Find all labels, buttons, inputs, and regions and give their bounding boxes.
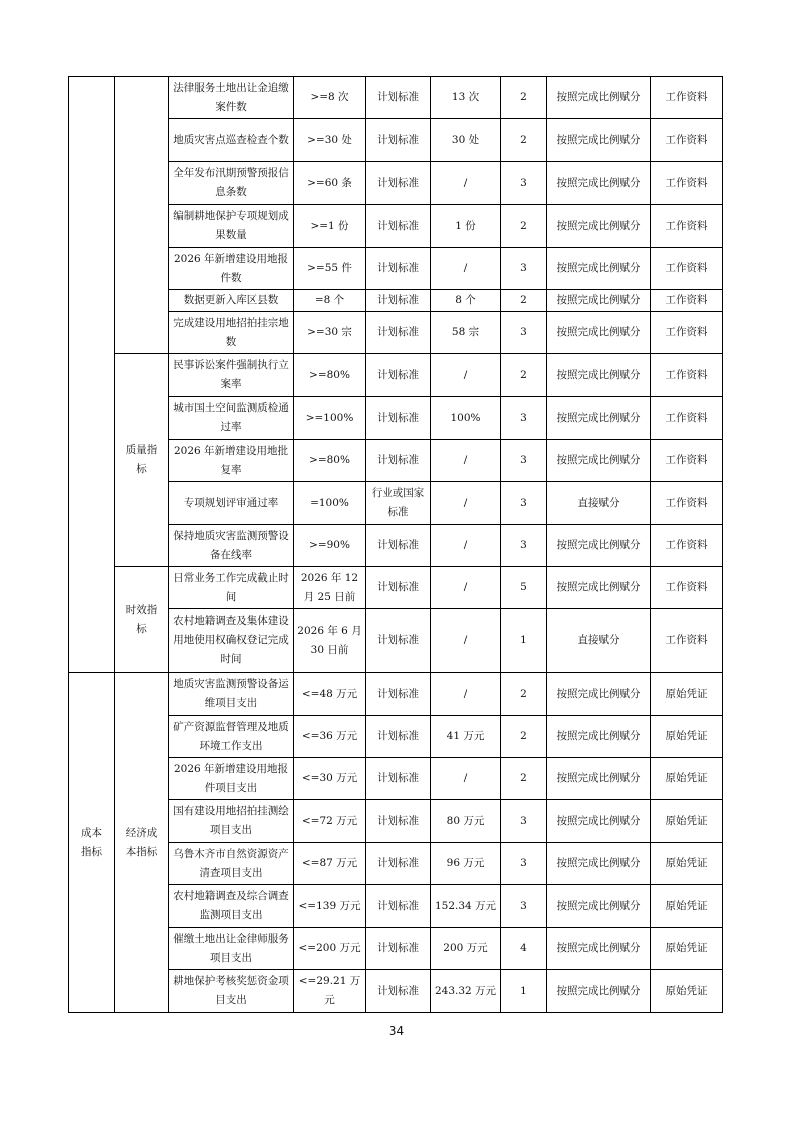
actual-value-cell: / bbox=[431, 248, 501, 290]
basis-cell: 计划标准 bbox=[366, 205, 431, 248]
basis-cell: 计划标准 bbox=[366, 567, 431, 609]
basis-cell: 计划标准 bbox=[366, 885, 431, 928]
scoring-method-cell: 按照完成比例赋分 bbox=[547, 970, 651, 1013]
scoring-method-cell: 按照完成比例赋分 bbox=[547, 843, 651, 885]
scoring-method-cell: 按照完成比例赋分 bbox=[547, 205, 651, 248]
target-value-cell: =8 个 bbox=[294, 290, 366, 312]
indicator-name-cell: 耕地保护考核奖惩资金项目支出 bbox=[169, 970, 294, 1013]
data-source-cell: 工作资料 bbox=[651, 119, 723, 162]
scoring-method-cell: 按照完成比例赋分 bbox=[547, 567, 651, 609]
scoring-method-cell: 按照完成比例赋分 bbox=[547, 800, 651, 843]
scoring-method-cell: 按照完成比例赋分 bbox=[547, 312, 651, 354]
basis-cell: 计划标准 bbox=[366, 312, 431, 354]
scoring-method-cell: 按照完成比例赋分 bbox=[547, 290, 651, 312]
target-value-cell: >=100% bbox=[294, 397, 366, 440]
actual-value-cell: 1 份 bbox=[431, 205, 501, 248]
target-value-cell: >=60 条 bbox=[294, 162, 366, 205]
weight-cell: 3 bbox=[501, 248, 547, 290]
weight-cell: 2 bbox=[501, 119, 547, 162]
actual-value-cell: 200 万元 bbox=[431, 928, 501, 970]
data-source-cell: 工作资料 bbox=[651, 162, 723, 205]
scoring-method-cell: 按照完成比例赋分 bbox=[547, 673, 651, 716]
weight-cell: 2 bbox=[501, 290, 547, 312]
indicator-name-cell: 国有建设用地招拍挂测绘项目支出 bbox=[169, 800, 294, 843]
scoring-method-cell: 按照完成比例赋分 bbox=[547, 162, 651, 205]
target-value-cell: <=30 万元 bbox=[294, 758, 366, 800]
data-source-cell: 工作资料 bbox=[651, 525, 723, 567]
weight-cell: 3 bbox=[501, 312, 547, 354]
actual-value-cell: 100% bbox=[431, 397, 501, 440]
page-number: 34 bbox=[388, 1024, 405, 1038]
actual-value-cell: 152.34 万元 bbox=[431, 885, 501, 928]
actual-value-cell: / bbox=[431, 440, 501, 482]
data-source-cell: 原始凭证 bbox=[651, 885, 723, 928]
basis-cell: 计划标准 bbox=[366, 290, 431, 312]
scoring-method-cell: 按照完成比例赋分 bbox=[547, 354, 651, 397]
data-source-cell: 原始凭证 bbox=[651, 758, 723, 800]
weight-cell: 3 bbox=[501, 397, 547, 440]
indicator-name-cell: 完成建设用地招拍挂宗地数 bbox=[169, 312, 294, 354]
basis-cell: 计划标准 bbox=[366, 609, 431, 673]
target-value-cell: <=48 万元 bbox=[294, 673, 366, 716]
data-source-cell: 原始凭证 bbox=[651, 673, 723, 716]
target-value-cell: >=80% bbox=[294, 354, 366, 397]
weight-cell: 3 bbox=[501, 440, 547, 482]
indicator-name-cell: 乌鲁木齐市自然资源资产清查项目支出 bbox=[169, 843, 294, 885]
data-source-cell: 原始凭证 bbox=[651, 800, 723, 843]
scoring-method-cell: 按照完成比例赋分 bbox=[547, 758, 651, 800]
indicator-name-cell: 2026 年新增建设用地报件项目支出 bbox=[169, 758, 294, 800]
data-source-cell: 工作资料 bbox=[651, 609, 723, 673]
indicator-name-cell: 法律服务土地出让金追缴案件数 bbox=[169, 77, 294, 119]
indicator-name-cell: 城市国土空间监测质检通过率 bbox=[169, 397, 294, 440]
scoring-method-cell: 按照完成比例赋分 bbox=[547, 525, 651, 567]
data-source-cell: 工作资料 bbox=[651, 567, 723, 609]
basis-cell: 计划标准 bbox=[366, 800, 431, 843]
target-value-cell: >=55 件 bbox=[294, 248, 366, 290]
scoring-method-cell: 按照完成比例赋分 bbox=[547, 716, 651, 758]
target-value-cell: <=200 万元 bbox=[294, 928, 366, 970]
performance-indicator-table bbox=[68, 76, 723, 1013]
weight-cell: 3 bbox=[501, 162, 547, 205]
actual-value-cell: / bbox=[431, 758, 501, 800]
actual-value-cell: / bbox=[431, 525, 501, 567]
table-row bbox=[69, 77, 723, 119]
weight-cell: 3 bbox=[501, 482, 547, 525]
data-source-cell: 工作资料 bbox=[651, 440, 723, 482]
target-value-cell: <=29.21 万元 bbox=[294, 970, 366, 1013]
target-value-cell: >=90% bbox=[294, 525, 366, 567]
basis-cell: 计划标准 bbox=[366, 758, 431, 800]
weight-cell: 3 bbox=[501, 843, 547, 885]
target-value-cell: 2026 年 6 月 30 日前 bbox=[294, 609, 366, 673]
actual-value-cell: / bbox=[431, 567, 501, 609]
actual-value-cell: 41 万元 bbox=[431, 716, 501, 758]
data-source-cell: 工作资料 bbox=[651, 290, 723, 312]
table-row bbox=[69, 673, 723, 716]
basis-cell: 计划标准 bbox=[366, 354, 431, 397]
data-source-cell: 工作资料 bbox=[651, 77, 723, 119]
weight-cell: 1 bbox=[501, 609, 547, 673]
scoring-method-cell: 按照完成比例赋分 bbox=[547, 248, 651, 290]
target-value-cell: >=30 处 bbox=[294, 119, 366, 162]
target-value-cell: >=1 份 bbox=[294, 205, 366, 248]
indicator-name-cell: 编制耕地保护专项规划成果数量 bbox=[169, 205, 294, 248]
indicator-name-cell: 专项规划评审通过率 bbox=[169, 482, 294, 525]
weight-cell: 2 bbox=[501, 354, 547, 397]
indicator-name-cell: 2026 年新增建设用地报件数 bbox=[169, 248, 294, 290]
basis-cell: 计划标准 bbox=[366, 77, 431, 119]
actual-value-cell: 243.32 万元 bbox=[431, 970, 501, 1013]
table-row bbox=[69, 354, 723, 397]
data-source-cell: 原始凭证 bbox=[651, 843, 723, 885]
basis-cell: 计划标准 bbox=[366, 397, 431, 440]
table-row bbox=[69, 567, 723, 609]
indicator-name-cell: 民事诉讼案件强制执行立案率 bbox=[169, 354, 294, 397]
quantity-group-blank-cell bbox=[115, 77, 169, 354]
indicator-name-cell: 保持地质灾害监测预警设备在线率 bbox=[169, 525, 294, 567]
data-source-cell: 工作资料 bbox=[651, 312, 723, 354]
weight-cell: 2 bbox=[501, 758, 547, 800]
basis-cell: 计划标准 bbox=[366, 119, 431, 162]
weight-cell: 2 bbox=[501, 205, 547, 248]
scoring-method-cell: 按照完成比例赋分 bbox=[547, 77, 651, 119]
weight-cell: 3 bbox=[501, 800, 547, 843]
indicator-rows bbox=[69, 77, 723, 1013]
data-source-cell: 原始凭证 bbox=[651, 970, 723, 1013]
basis-cell: 计划标准 bbox=[366, 928, 431, 970]
basis-cell: 计划标准 bbox=[366, 716, 431, 758]
basis-cell: 计划标准 bbox=[366, 440, 431, 482]
actual-value-cell: / bbox=[431, 482, 501, 525]
basis-cell: 计划标准 bbox=[366, 843, 431, 885]
data-source-cell: 工作资料 bbox=[651, 248, 723, 290]
scoring-method-cell: 按照完成比例赋分 bbox=[547, 885, 651, 928]
cost-group-label: 成本指标 bbox=[69, 673, 115, 1013]
target-value-cell: <=36 万元 bbox=[294, 716, 366, 758]
indicator-name-cell: 日常业务工作完成截止时间 bbox=[169, 567, 294, 609]
target-value-cell: >=8 次 bbox=[294, 77, 366, 119]
indicator-name-cell: 催缴土地出让金律师服务项目支出 bbox=[169, 928, 294, 970]
scoring-method-cell: 按照完成比例赋分 bbox=[547, 928, 651, 970]
indicator-name-cell: 2026 年新增建设用地批复率 bbox=[169, 440, 294, 482]
data-source-cell: 原始凭证 bbox=[651, 928, 723, 970]
indicator-name-cell: 矿产资源监督管理及地质环境工作支出 bbox=[169, 716, 294, 758]
actual-value-cell: 13 次 bbox=[431, 77, 501, 119]
basis-cell: 计划标准 bbox=[366, 673, 431, 716]
data-source-cell: 原始凭证 bbox=[651, 716, 723, 758]
basis-cell: 行业或国家标准 bbox=[366, 482, 431, 525]
target-value-cell: <=72 万元 bbox=[294, 800, 366, 843]
quality-group-label: 质量指标 bbox=[115, 354, 169, 567]
basis-cell: 计划标准 bbox=[366, 525, 431, 567]
indicator-name-cell: 全年发布汛期预警预报信息条数 bbox=[169, 162, 294, 205]
weight-cell: 2 bbox=[501, 673, 547, 716]
target-value-cell: =100% bbox=[294, 482, 366, 525]
basis-cell: 计划标准 bbox=[366, 248, 431, 290]
data-source-cell: 工作资料 bbox=[651, 482, 723, 525]
data-source-cell: 工作资料 bbox=[651, 354, 723, 397]
indicator-name-cell: 数据更新入库区县数 bbox=[169, 290, 294, 312]
economic-cost-group-label: 经济成本指标 bbox=[115, 673, 169, 1013]
scoring-method-cell: 按照完成比例赋分 bbox=[547, 119, 651, 162]
weight-cell: 3 bbox=[501, 525, 547, 567]
scoring-method-cell: 直接赋分 bbox=[547, 609, 651, 673]
data-source-cell: 工作资料 bbox=[651, 397, 723, 440]
weight-cell: 2 bbox=[501, 77, 547, 119]
weight-cell: 3 bbox=[501, 885, 547, 928]
actual-value-cell: / bbox=[431, 162, 501, 205]
actual-value-cell: / bbox=[431, 673, 501, 716]
indicator-name-cell: 地质灾害监测预警设备运维项目支出 bbox=[169, 673, 294, 716]
target-value-cell: <=87 万元 bbox=[294, 843, 366, 885]
scoring-method-cell: 按照完成比例赋分 bbox=[547, 440, 651, 482]
timeliness-group-label: 时效指标 bbox=[115, 567, 169, 673]
level1-blank-cell bbox=[69, 77, 115, 673]
target-value-cell: <=139 万元 bbox=[294, 885, 366, 928]
actual-value-cell: / bbox=[431, 609, 501, 673]
weight-cell: 4 bbox=[501, 928, 547, 970]
weight-cell: 5 bbox=[501, 567, 547, 609]
indicator-name-cell: 农村地籍调查及集体建设用地使用权确权登记完成时间 bbox=[169, 609, 294, 673]
actual-value-cell: 96 万元 bbox=[431, 843, 501, 885]
weight-cell: 1 bbox=[501, 970, 547, 1013]
target-value-cell: >=30 宗 bbox=[294, 312, 366, 354]
actual-value-cell: / bbox=[431, 354, 501, 397]
indicator-name-cell: 农村地籍调查及综合调查监测项目支出 bbox=[169, 885, 294, 928]
actual-value-cell: 58 宗 bbox=[431, 312, 501, 354]
target-value-cell: 2026 年 12 月 25 日前 bbox=[294, 567, 366, 609]
weight-cell: 2 bbox=[501, 716, 547, 758]
scoring-method-cell: 按照完成比例赋分 bbox=[547, 397, 651, 440]
basis-cell: 计划标准 bbox=[366, 162, 431, 205]
actual-value-cell: 30 处 bbox=[431, 119, 501, 162]
target-value-cell: >=80% bbox=[294, 440, 366, 482]
scoring-method-cell: 直接赋分 bbox=[547, 482, 651, 525]
data-source-cell: 工作资料 bbox=[651, 205, 723, 248]
actual-value-cell: 80 万元 bbox=[431, 800, 501, 843]
indicator-name-cell: 地质灾害点巡查检查个数 bbox=[169, 119, 294, 162]
basis-cell: 计划标准 bbox=[366, 970, 431, 1013]
actual-value-cell: 8 个 bbox=[431, 290, 501, 312]
